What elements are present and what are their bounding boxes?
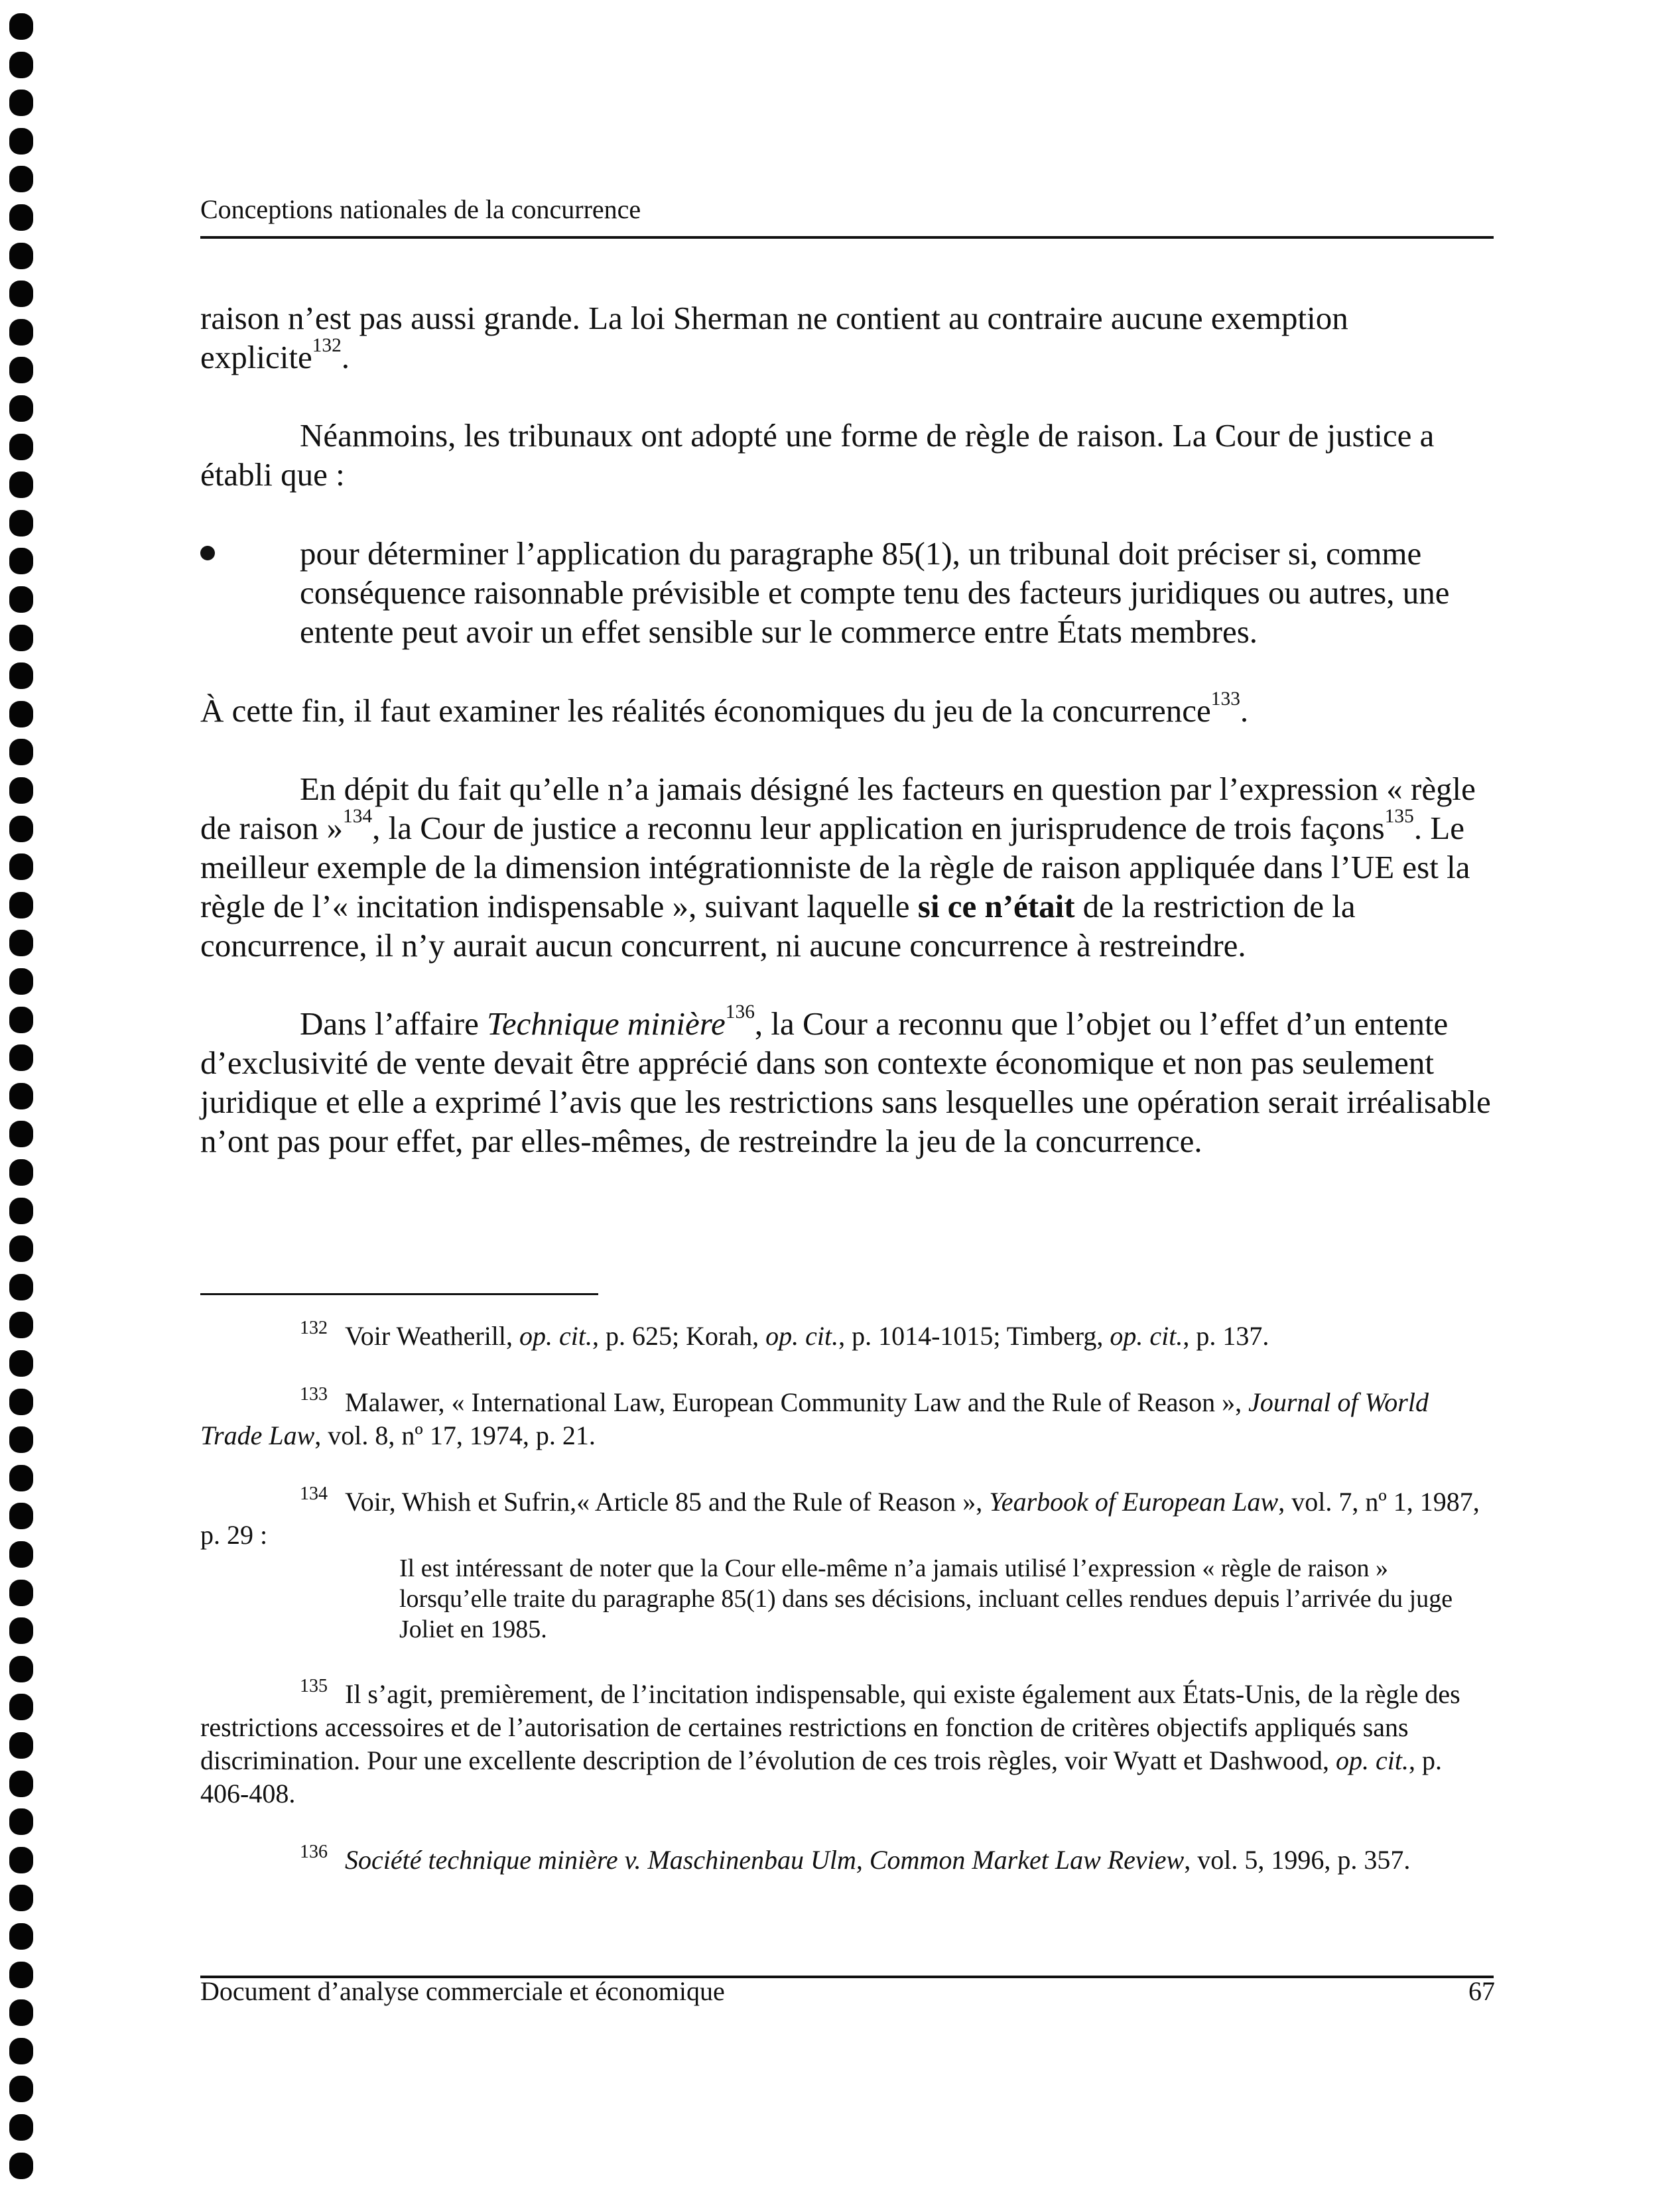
- paragraph-5: En dépit du fait qu’elle n’a jamais désigné les facteurs en question par l’expression « règle de raison »$^{134}$, la Cour de justice a reconnu leur application en jurisprudence de trois façons$^{135}$. Le meilleur exemple de la dimension intégrationniste de la règle de raison appliquée dans l’UE est la règle de l’« incitation indispensable », suivant laquelle si ce n’était de la restriction de la concurrence, il n’y aurait aucun concurrent, ni aucune concurrence à restreindre.: [200, 771, 1476, 964]
- body-text: [200, 298, 1494, 1161]
- footer-title: Document d’analyse commerciale et économique: [200, 1976, 725, 2006]
- binding-hole: [9, 1083, 33, 1109]
- binding-hole: [9, 1656, 33, 1682]
- binding-hole: [9, 2076, 33, 2102]
- binding-hole: [9, 472, 33, 498]
- binding-hole: [9, 1274, 33, 1300]
- binding-hole: [9, 1426, 33, 1453]
- binding-hole: [9, 701, 33, 727]
- binding-hole: [9, 739, 33, 765]
- bullet-icon: [200, 546, 215, 560]
- binding-hole: [9, 1121, 33, 1147]
- footnote-134-quote: Il est intéressant de noter que la Cour elle-même n’a jamais utilisé l’expression « règle de raison » lorsqu’elle traite du paragraphe 85(1) dans ses décisions, incluant celles rendues depuis l’arrivée du juge Joliet en 1985.: [399, 1554, 1453, 1643]
- binding-hole: [9, 1465, 33, 1491]
- binding-hole: [9, 243, 33, 269]
- binding-hole: [9, 395, 33, 422]
- binding-hole: [9, 548, 33, 574]
- case-name: Technique minière: [487, 1005, 726, 1042]
- bullet-item: [200, 534, 1494, 651]
- binding-hole: [9, 1885, 33, 1911]
- binding-hole: [9, 357, 33, 383]
- binding-hole: [9, 1503, 33, 1529]
- footnote-ref-136[interactable]: 136: [725, 1001, 755, 1023]
- bold-phrase: si ce n’était: [917, 888, 1075, 924]
- binding-hole: [9, 1389, 33, 1415]
- footnote-separator: [200, 1293, 598, 1295]
- binding-hole: [9, 853, 33, 880]
- binding-hole: [9, 1999, 33, 2026]
- binding-hole: [9, 586, 33, 613]
- binding-hole: [9, 2038, 33, 2064]
- footnotes: [200, 1320, 1494, 1910]
- binding-hole: [9, 1923, 33, 1950]
- paragraph-6: Dans l’affaire Technique minière$^{136}$, la Cour a reconnu que l’objet ou l’effet d’un entente d’exclusivité de vente devait être apprécié dans son contexte économique et non pas seulement juridique et elle a exprimé l’avis que les restrictions sans lesquelles une opération serait irréalisable n’ont pas pour effet, par elles-mêmes, de restreindre la jeu de la concurrence.: [200, 1001, 1491, 1159]
- footnote-135: $^{135}$ Il s’agit, premièrement, de l’incitation indispensable, qui existe également aux États-Unis, de la règle des restrictions accessoires et de l’autorisation de certaines restrictions en fonction de critères objectifs appliqués sans discrimination. Pour une excellente description de l’évolution de ces trois règles, voir Wyatt et Dashwood, op. cit., p. 406-408.: [200, 1676, 1460, 1808]
- binding-hole: [9, 1771, 33, 1797]
- header-rule: [200, 236, 1494, 239]
- footnote-136: $^{136}$ Société technique minière v. Maschinenbau Ulm, Common Market Law Review, vol. 5, 1996, p. 357.: [300, 1842, 1411, 1875]
- binding-hole: [9, 1962, 33, 1988]
- binding-hole: [9, 281, 33, 307]
- binding-hole: [9, 1198, 33, 1224]
- binding-hole: [9, 892, 33, 918]
- binding-hole: [9, 1732, 33, 1759]
- binding-hole: [9, 1580, 33, 1606]
- paragraph-4: À cette fin, il faut examiner les réalités économiques du jeu de la concurrence$^{133}$.: [200, 688, 1249, 729]
- binding-hole: [9, 625, 33, 651]
- footnote-ref-132[interactable]: 132: [312, 335, 342, 357]
- binding-hole: [9, 1617, 33, 1644]
- footnote-132: $^{132}$ Voir Weatherill, op. cit., p. 625; Korah, op. cit., p. 1014-1015; Timberg, op. cit., p. 137.: [300, 1318, 1269, 1351]
- footnote-133: $^{133}$ Malawer, « International Law, European Community Law and the Rule of Reason », Journal of World Trade Law, vol. 8, nº 17, 1974, p. 21.: [200, 1384, 1429, 1450]
- binding-hole: [9, 204, 33, 231]
- binding-hole: [9, 166, 33, 192]
- binding-hole: [9, 2114, 33, 2141]
- binding-hole: [9, 1808, 33, 1835]
- document-page: [200, 0, 1495, 2205]
- binding-hole: [9, 1235, 33, 1262]
- bullet-text: pour déterminer l’application du paragraphe 85(1), un tribunal doit préciser si, comme conséquence raisonnable prévisible et compte tenu des facteurs juridiques ou autres, une entente peut avoir un effet sensible sur le commerce entre États membres.: [300, 535, 1450, 650]
- binding-hole: [9, 1044, 33, 1071]
- binding-hole: [9, 1694, 33, 1720]
- footnote-134: $^{134}$ Voir, Whish et Sufrin,« Article 85 and the Rule of Reason », Yearbook of European Law, vol. 7, nº 1, 1987, p. 29 :: [200, 1483, 1480, 1550]
- binding-hole: [9, 1007, 33, 1033]
- paragraph-2: Néanmoins, les tribunaux ont adopté une forme de règle de raison. La Cour de justice a établi que :: [200, 417, 1435, 493]
- binding-hole: [9, 1350, 33, 1377]
- binding-hole: [9, 90, 33, 116]
- page-number: 67: [1468, 1976, 1495, 2006]
- binding-hole: [9, 968, 33, 995]
- binding-hole: [9, 816, 33, 842]
- binding-hole: [9, 1847, 33, 1873]
- binding-hole: [9, 319, 33, 346]
- footnote-ref-134[interactable]: 134: [343, 806, 373, 828]
- binding-hole: [9, 662, 33, 689]
- binding-hole: [9, 510, 33, 536]
- binding-hole: [9, 52, 33, 78]
- binding-hole: [9, 434, 33, 460]
- binding-hole: [9, 13, 33, 40]
- binding-hole: [9, 128, 33, 155]
- binding-hole: [9, 930, 33, 956]
- footnote-ref-135[interactable]: 135: [1384, 806, 1414, 828]
- binding-hole: [9, 777, 33, 804]
- footnote-ref-133[interactable]: 133: [1210, 688, 1240, 710]
- running-head: Conceptions nationales de la concurrence: [200, 194, 641, 224]
- binding-hole: [9, 2153, 33, 2179]
- binding-hole: [9, 1312, 33, 1338]
- binding-holes: [9, 13, 36, 2195]
- binding-hole: [9, 1541, 33, 1568]
- binding-hole: [9, 1159, 33, 1186]
- paragraph-1: raison n’est pas aussi grande. La loi Sherman ne contient au contraire aucune exemption explicite$^{132}$.: [200, 300, 1348, 375]
